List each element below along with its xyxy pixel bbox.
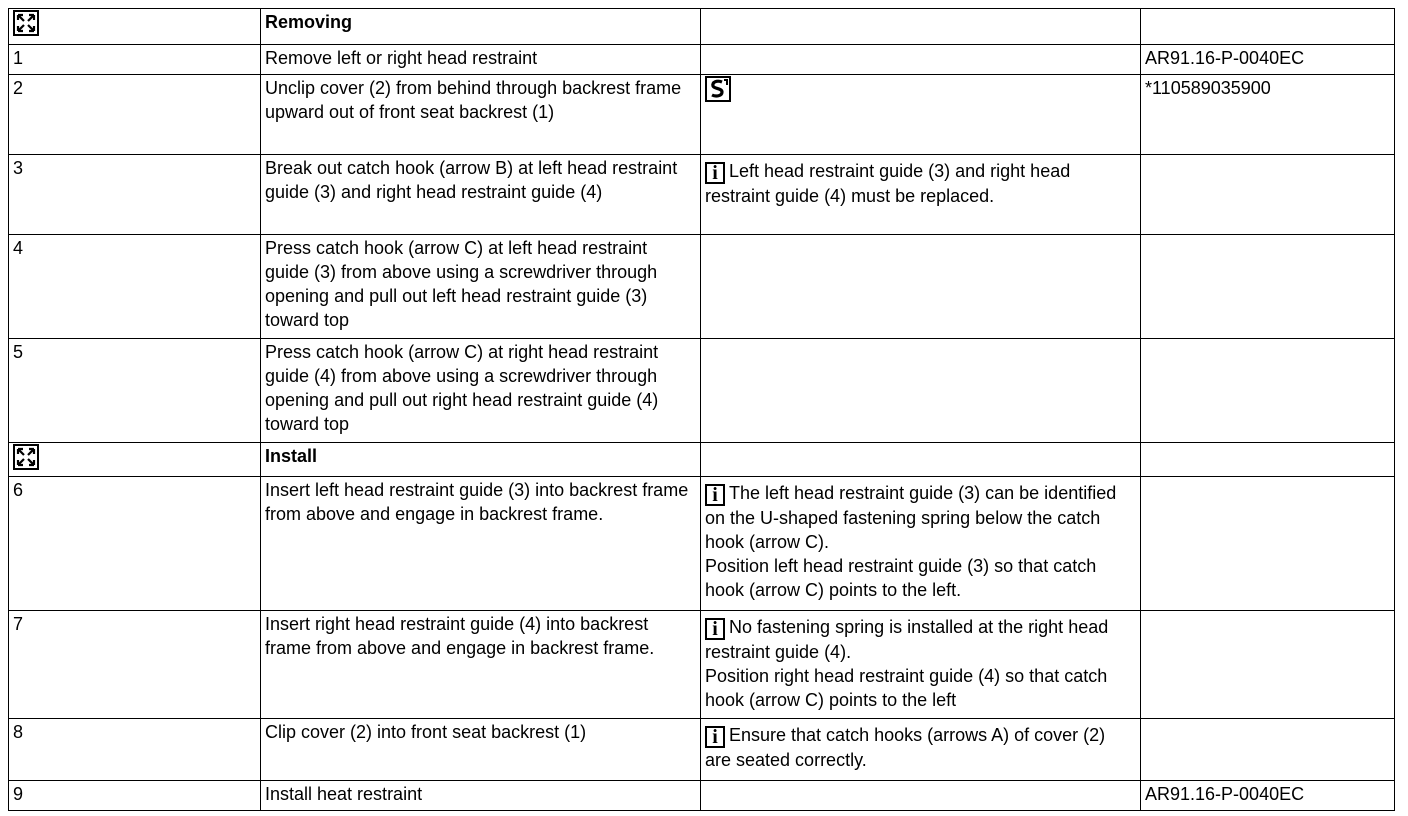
step-text: Install heat restraint bbox=[261, 781, 701, 811]
step-text: Unclip cover (2) from behind through backrest frame upward out of front seat backrest (1) bbox=[261, 75, 701, 155]
reference-link[interactable]: *110589035900 bbox=[1141, 75, 1395, 155]
section-title: Install bbox=[261, 443, 701, 477]
reference-link[interactable]: AR91.16-P-0040EC bbox=[1141, 45, 1395, 75]
note-text: No fastening spring is installed at the right head restraint guide (4). bbox=[705, 617, 1109, 662]
step-text: Insert right head restraint guide (4) into backrest frame from above and engage in backrest frame. bbox=[261, 611, 701, 719]
step-row bbox=[9, 235, 1395, 339]
step-row bbox=[9, 719, 1395, 781]
step-text: Remove left or right head restraint bbox=[261, 45, 701, 75]
section-header-install bbox=[9, 443, 1395, 477]
step-text: Clip cover (2) into front seat backrest (1) bbox=[261, 719, 701, 781]
note-text: Ensure that catch hooks (arrows A) of cover (2) are seated correctly. bbox=[705, 725, 1106, 770]
step-number: 3 bbox=[9, 155, 261, 235]
step-text: Press catch hook (arrow C) at right head restraint guide (4) from above using a screwdriver through opening and pull out right head restraint guide (4) toward top bbox=[261, 339, 701, 443]
step-row bbox=[9, 611, 1395, 719]
step-row bbox=[9, 339, 1395, 443]
info-icon: i bbox=[705, 726, 725, 748]
step-number: 1 bbox=[9, 45, 261, 75]
info-icon: i bbox=[705, 618, 725, 640]
info-icon: i bbox=[705, 484, 725, 506]
step-row bbox=[9, 45, 1395, 75]
note-text: The left head restraint guide (3) can be identified on the U-shaped fastening spring below the catch hook (arrow C). bbox=[705, 483, 1117, 552]
step-note bbox=[701, 155, 1141, 235]
section-title: Removing bbox=[261, 9, 701, 45]
step-number: 5 bbox=[9, 339, 261, 443]
note-text: Left head restraint guide (3) and right head restraint guide (4) must be replaced. bbox=[705, 161, 1071, 206]
step-number: 2 bbox=[9, 75, 261, 155]
step-text: Press catch hook (arrow C) at left head restraint guide (3) from above using a screwdriver through opening and pull out left head restraint guide (3) toward top bbox=[261, 235, 701, 339]
step-number: 7 bbox=[9, 611, 261, 719]
step-note bbox=[701, 611, 1141, 719]
step-row bbox=[9, 477, 1395, 611]
section-icon-cell bbox=[9, 443, 261, 477]
section-header-removing bbox=[9, 9, 1395, 45]
step-note bbox=[701, 75, 1141, 155]
step-row bbox=[9, 781, 1395, 811]
expand-arrows-icon bbox=[13, 444, 39, 476]
step-number: 4 bbox=[9, 235, 261, 339]
step-note bbox=[701, 719, 1141, 781]
info-icon: i bbox=[705, 162, 725, 184]
step-text: Insert left head restraint guide (3) into backrest frame from above and engage in backrest frame. bbox=[261, 477, 701, 611]
tool-icon[interactable] bbox=[705, 76, 731, 108]
step-row bbox=[9, 155, 1395, 235]
step-number: 9 bbox=[9, 781, 261, 811]
step-row bbox=[9, 75, 1395, 155]
expand-arrows-icon bbox=[13, 10, 39, 42]
step-number: 8 bbox=[9, 719, 261, 781]
step-text: Break out catch hook (arrow B) at left head restraint guide (3) and right head restraint guide (4) bbox=[261, 155, 701, 235]
reference-link[interactable]: AR91.16-P-0040EC bbox=[1141, 781, 1395, 811]
step-number: 6 bbox=[9, 477, 261, 611]
step-note bbox=[701, 477, 1141, 611]
note-text-2: Position left head restraint guide (3) so that catch hook (arrow C) points to the left. bbox=[705, 556, 1097, 600]
note-text-2: Position right head restraint guide (4) so that catch hook (arrow C) points to the left bbox=[705, 666, 1108, 710]
procedure-table bbox=[8, 8, 1395, 811]
section-icon-cell bbox=[9, 9, 261, 45]
